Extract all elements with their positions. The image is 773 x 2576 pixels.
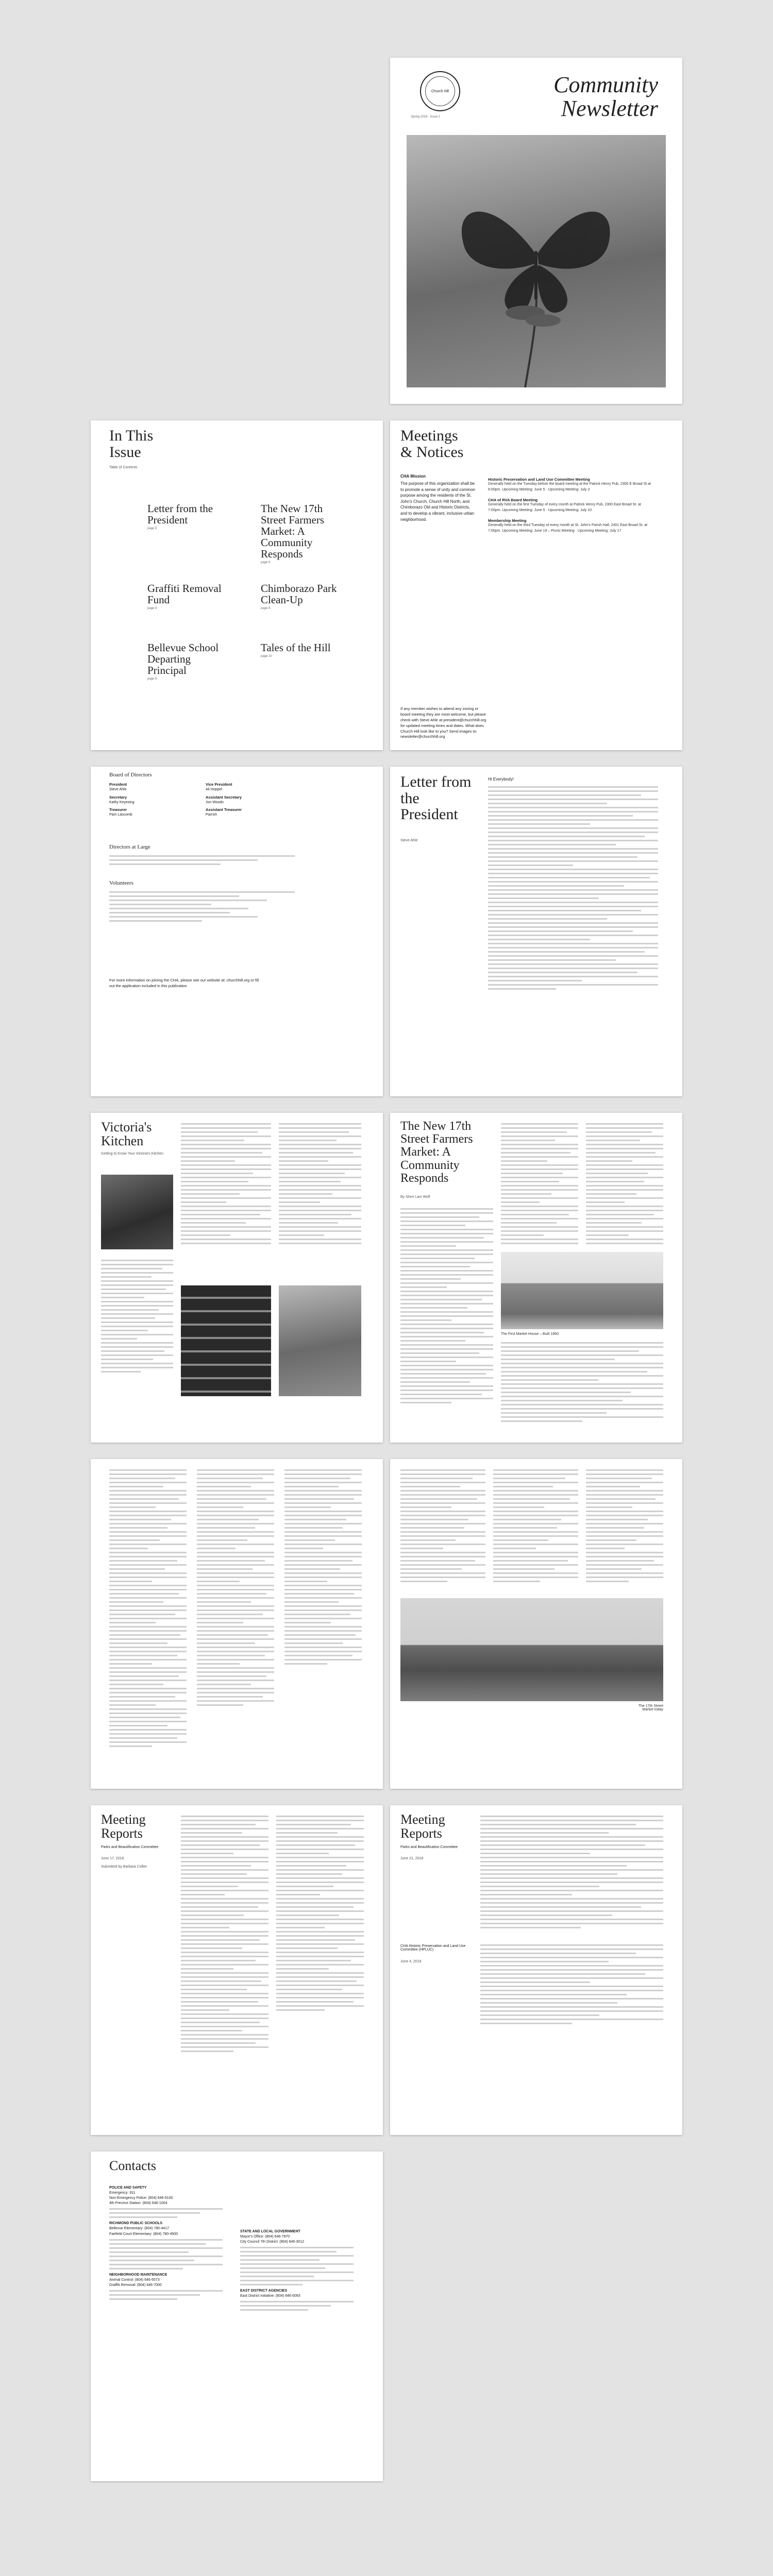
reports-left-col2 bbox=[276, 1816, 364, 2013]
meeting-text: Generally held on the third Tuesday of every month at St. John's Parish Hall, 2401 East Broad St. at 7:00pm. Upcoming Meeting: June 19 – Picnic Meeting · Upcoming Meeting: July 17 bbox=[488, 523, 648, 533]
at-large-heading: Directors at Large bbox=[109, 844, 150, 850]
meeting-title: Membership Meeting bbox=[488, 518, 527, 523]
kitchen-col3-text bbox=[279, 1123, 361, 1247]
kitchen-col1-text bbox=[101, 1260, 173, 1375]
board-role: Assistant Treasurer bbox=[206, 807, 242, 812]
board-heading: Board of Directors bbox=[109, 772, 152, 778]
contact-line: Animal Control: (804) 646-5573 bbox=[109, 2278, 160, 2282]
toc-item[interactable] bbox=[147, 642, 225, 681]
market-today-col2 bbox=[493, 1469, 578, 1585]
meetings-page bbox=[390, 420, 682, 750]
market-today-caption: The 17th Street Market today bbox=[638, 1704, 663, 1711]
contact-group-title: POLICE AND SAFETY bbox=[109, 2186, 147, 2190]
meetings-footer: If any member wishes to attend any zoning or board meeting they are most welcome, but please check with Steve Ahle at president@churchhill.org for updated meeting times and dates. What does Church Hill look like to you? Send images to: newsletter@churchhill.org bbox=[400, 706, 486, 739]
board-name: Parrish bbox=[206, 813, 217, 817]
contact-more bbox=[240, 2247, 354, 2285]
board-row bbox=[109, 795, 198, 805]
kitchen-photo-shelves bbox=[181, 1285, 271, 1396]
reports-right-sub: Parks and Beautification Committee bbox=[400, 1845, 458, 1849]
toc-item-title: Tales of the Hill bbox=[261, 641, 331, 654]
toc-page bbox=[91, 420, 383, 750]
toc-item[interactable] bbox=[261, 642, 338, 658]
letter-body bbox=[488, 786, 658, 992]
butterfly-icon bbox=[407, 135, 666, 387]
contact-line: Emergency: 911 bbox=[109, 2191, 136, 2195]
toc-item-title: The New 17th Street Farmers Market: A Community Responds bbox=[261, 502, 325, 561]
toc-item[interactable] bbox=[261, 583, 338, 610]
contacts-col1 bbox=[109, 2182, 223, 2302]
market-today-page bbox=[390, 1459, 682, 1789]
contact-line: East District Initiative: (804) 646-0093 bbox=[240, 2294, 300, 2298]
board-role: Assistant Secretary bbox=[206, 794, 242, 800]
market-page bbox=[390, 1113, 682, 1443]
reports-right-date: June 21, 2018 bbox=[400, 1857, 424, 1860]
contact-line: Graffiti Removal: (804) 646-7000 bbox=[109, 2283, 162, 2287]
board-row bbox=[206, 782, 295, 792]
first-market-caption: The First Market House – Built 1850 bbox=[501, 1332, 559, 1336]
meeting-text: Generally held on the Tuesday before the board meeting at the Patrick Henry Pub, 2300 E Broad St at 6:00pm. Upcoming Meeting: June 5 · Upcoming Meeting: July 3 bbox=[488, 482, 651, 492]
toc-item-title: Graffiti Removal Fund bbox=[147, 582, 222, 606]
seal-text: Church Hill bbox=[425, 76, 455, 106]
cover-title-line1: Community bbox=[553, 72, 658, 97]
toc-item-page: page 5 bbox=[147, 527, 157, 531]
meeting-text: Generally held on the first Tuesday of every month at Patrick Henry Pub, 2300 East Broad St. at 7:00pm. Upcoming Meeting: June 5 · Upcoming Meeting: July 10 bbox=[488, 503, 641, 512]
kitchen-photo-top bbox=[101, 1175, 173, 1249]
contacts-col2 bbox=[240, 2182, 354, 2313]
market-cont-col3 bbox=[284, 1469, 362, 1667]
reports-right-body2 bbox=[480, 1944, 663, 2027]
reports-right-page bbox=[390, 1805, 682, 2135]
market-col2b-text bbox=[501, 1342, 663, 1425]
letter-page bbox=[390, 767, 682, 1096]
toc-item[interactable] bbox=[261, 503, 338, 565]
board-role: Secretary bbox=[109, 794, 127, 800]
contacts-page bbox=[91, 2151, 383, 2481]
meetings-column bbox=[488, 472, 653, 534]
board-name: Ali Hoppel bbox=[206, 788, 222, 792]
board-row bbox=[206, 795, 295, 805]
board-name: Jon Woods bbox=[206, 800, 224, 804]
meetings-heading: Meetings & Notices bbox=[400, 427, 464, 461]
reports-right-sub2: CHA Historic Preservation and Land Use Committee (HPLUC) bbox=[400, 1944, 466, 1952]
contact-line: Non-Emergency Police: (804) 646-5100 bbox=[109, 2196, 173, 2200]
contact-more bbox=[109, 2239, 223, 2269]
reports-right-heading: Meeting Reports bbox=[400, 1812, 445, 1841]
contact-line: Mayor's Office: (804) 646-7970 bbox=[240, 2235, 290, 2239]
contact-group-title: EAST DISTRICT AGENCIES bbox=[240, 2289, 288, 2293]
kitchen-sub: Getting to Know Your Victoria's Kitchen bbox=[101, 1152, 164, 1156]
kitchen-col2-text bbox=[181, 1123, 271, 1247]
contact-group-title: NEIGHBORHOOD MAINTENANCE bbox=[109, 2273, 167, 2277]
mission-block bbox=[400, 472, 475, 522]
contact-more bbox=[109, 2290, 223, 2300]
market-today-photo bbox=[400, 1598, 663, 1701]
toc-item-page: page 10 bbox=[261, 655, 272, 658]
reports-left-col1 bbox=[181, 1816, 268, 2055]
letter-author: Steve Ahle bbox=[400, 839, 418, 842]
toc-heading: In This Issue bbox=[109, 427, 154, 461]
board-role: President bbox=[109, 782, 127, 787]
contact-line: 4th Precinct Station: (804) 646-1004 bbox=[109, 2201, 167, 2206]
market-continued-page bbox=[91, 1459, 383, 1789]
at-large-text bbox=[109, 855, 295, 868]
toc-item-title: Chimborazo Park Clean-Up bbox=[261, 582, 337, 606]
reports-left-heading: Meeting Reports bbox=[101, 1812, 146, 1841]
reports-right-body1 bbox=[480, 1816, 663, 1931]
cover-title-line2: Newsletter bbox=[561, 96, 658, 122]
board-role: Vice President bbox=[206, 782, 232, 787]
contact-line: Fairfield Court Elementary: (804) 780-4500 bbox=[109, 2232, 178, 2236]
board-row bbox=[109, 807, 198, 818]
kitchen-heading: Victoria's Kitchen bbox=[101, 1120, 152, 1149]
toc-sub: Table of Contents bbox=[109, 466, 138, 469]
market-cont-col2 bbox=[197, 1469, 274, 1708]
reports-left-page bbox=[91, 1805, 383, 2135]
board-name: Kathy Keyesing bbox=[109, 800, 135, 804]
reports-left-submitted: Submitted by Barbara Collier bbox=[101, 1865, 147, 1869]
toc-item-page: page 9 bbox=[147, 677, 157, 681]
market-heading: The New 17th Street Farmers Market: A Community Responds bbox=[400, 1120, 473, 1185]
contact-line: City Council 7th District: (804) 646-3012 bbox=[240, 2240, 305, 2244]
letter-greeting: Hi Everybody! bbox=[488, 777, 514, 782]
toc-item[interactable] bbox=[147, 583, 225, 610]
mission-label: CHA Mission bbox=[400, 474, 426, 479]
board-row bbox=[109, 782, 198, 792]
board-grid bbox=[109, 782, 295, 818]
market-today-col3 bbox=[586, 1469, 663, 1585]
volunteers-heading: Volunteers bbox=[109, 880, 133, 886]
board-footer: For more information on joining the CHA, please see our website at: churchhill.org or fill out the application included in this publication bbox=[109, 978, 259, 988]
board-row bbox=[206, 807, 295, 818]
cover-page bbox=[390, 58, 682, 404]
board-page bbox=[91, 767, 383, 1096]
contact-line: Bellevue Elementary: (804) 780-4417 bbox=[109, 2227, 169, 2231]
market-byline: By Sheri Lani Wolf bbox=[400, 1195, 430, 1199]
toc-item-page: page 6 bbox=[261, 561, 271, 565]
contact-more bbox=[240, 2301, 354, 2311]
toc-item[interactable] bbox=[147, 503, 225, 530]
market-col2-text bbox=[501, 1123, 578, 1247]
toc-item-title: Letter from the President bbox=[147, 502, 213, 527]
contact-more bbox=[109, 2208, 223, 2218]
market-cont-col1 bbox=[109, 1469, 187, 1750]
contacts-heading: Contacts bbox=[109, 2158, 156, 2173]
first-market-house-photo bbox=[501, 1252, 663, 1329]
contact-group-title: STATE AND LOCAL GOVERNMENT bbox=[240, 2230, 300, 2233]
kitchen-photo-person bbox=[279, 1285, 361, 1396]
market-col3-text bbox=[586, 1123, 663, 1247]
board-name: Steve Ahle bbox=[109, 788, 127, 792]
letter-heading: Letter from the President bbox=[400, 773, 472, 823]
board-role: Treasurer bbox=[109, 807, 127, 812]
volunteers-text bbox=[109, 891, 295, 924]
contact-group-title: RICHMOND PUBLIC SCHOOLS bbox=[109, 2222, 163, 2226]
toc-item-page: page 9 bbox=[147, 607, 157, 611]
toc-item-page: page 8 bbox=[261, 607, 271, 611]
toc-item-title: Bellevue School Departing Principal bbox=[147, 641, 219, 677]
reports-right-date2: June 4, 2018 bbox=[400, 1960, 422, 1963]
kitchen-page bbox=[91, 1113, 383, 1443]
meeting-title: Historic Preservation and Land Use Committee Meeting bbox=[488, 477, 590, 482]
church-hill-seal bbox=[420, 71, 460, 111]
board-name: Pam Lascomb bbox=[109, 813, 132, 817]
edition-line: Spring 2018 · Issue 1 bbox=[411, 115, 441, 118]
butterfly-photo bbox=[407, 135, 666, 387]
meeting-title: CHA of RVA Board Meeting bbox=[488, 498, 538, 502]
reports-left-date: June 17, 2018 bbox=[101, 1857, 124, 1860]
cover-title bbox=[493, 73, 658, 121]
market-col1-text bbox=[400, 1208, 493, 1406]
mission-text: The purpose of this organization shall be to promote a sense of unity and common purpose among the residents of the St. John's Church, Church Hill North, and Chimborazo Old and Historic Districts, and to develop a vibrant, inclusive urban neighborhood. bbox=[400, 481, 475, 522]
market-today-col1 bbox=[400, 1469, 485, 1585]
reports-left-sub: Parks and Beautification Committee bbox=[101, 1845, 159, 1849]
